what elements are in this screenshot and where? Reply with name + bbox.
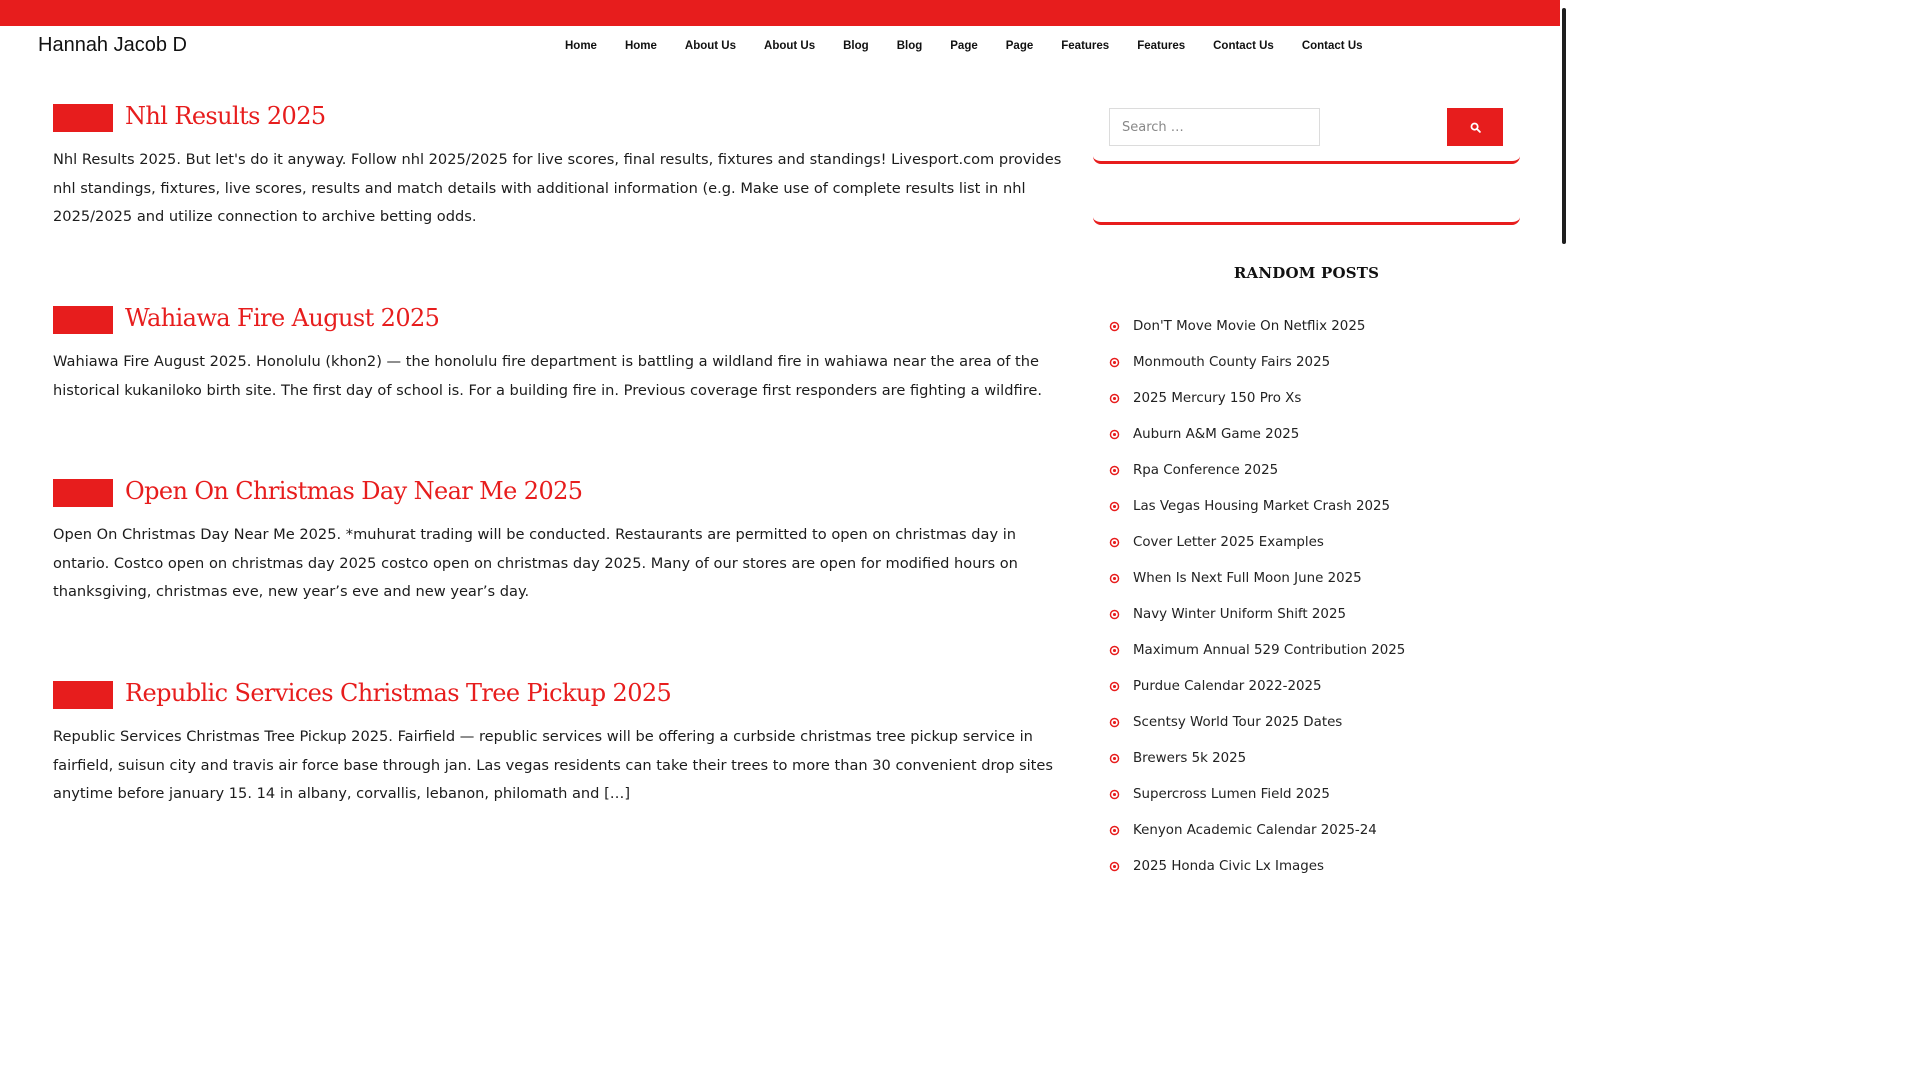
- post-accent-block: [53, 681, 113, 709]
- random-post-item: [1109, 848, 1405, 884]
- random-post-link[interactable]: Brewers 5k 2025: [1133, 750, 1247, 766]
- random-post-link[interactable]: Navy Winter Uniform Shift 2025: [1133, 606, 1346, 622]
- nav-item-contact-us[interactable]: Contact Us: [1213, 40, 1274, 52]
- random-post-link[interactable]: Scentsy World Tour 2025 Dates: [1133, 714, 1343, 730]
- nav-item-about-us[interactable]: About Us: [764, 40, 816, 52]
- search-input[interactable]: [1109, 108, 1320, 146]
- circle-dot-icon: [1109, 825, 1120, 836]
- nav-item-page[interactable]: Page: [1005, 40, 1034, 52]
- random-post-link[interactable]: When Is Next Full Moon June 2025: [1133, 570, 1362, 586]
- random-post-link[interactable]: Cover Letter 2025 Examples: [1133, 534, 1324, 550]
- circle-dot-icon: [1109, 573, 1120, 584]
- post-title-link[interactable]: Open On Christmas Day Near Me 2025: [125, 477, 583, 505]
- post-accent-block: [53, 104, 113, 132]
- search-button[interactable]: [1447, 108, 1503, 146]
- random-posts-heading: RANDOM POSTS: [1233, 264, 1380, 282]
- post-title-link[interactable]: Wahiawa Fire August 2025: [125, 304, 440, 332]
- random-post-item: [1109, 704, 1405, 740]
- post-article: [53, 104, 1063, 232]
- random-post-item: [1109, 488, 1405, 524]
- nav-item-home[interactable]: Home: [565, 40, 597, 52]
- random-post-link[interactable]: 2025 Mercury 150 Pro Xs: [1133, 390, 1302, 406]
- random-post-item: [1109, 524, 1405, 560]
- random-post-link[interactable]: Las Vegas Housing Market Crash 2025: [1133, 498, 1391, 514]
- nav-item-features[interactable]: Features: [1137, 40, 1186, 52]
- scrollbar-thumb[interactable]: [1562, 8, 1566, 244]
- post-excerpt: Nhl Results 2025. But let's do it anyway. Follow nhl 2025/2025 for live scores, final results, fixtures and standings! Livesport.com provides nhl standings, fixtures, live scores, results and match details with additional information (e.g. Make use of complete results list in nhl 2025/2025 and utilize connection to archive betting odds.: [53, 151, 1062, 226]
- post-title-link[interactable]: Nhl Results 2025: [125, 102, 326, 130]
- nav-item-blog[interactable]: Blog: [843, 40, 869, 52]
- main-nav: [551, 37, 1377, 55]
- random-post-item: [1109, 380, 1405, 416]
- top-accent-bar: [0, 0, 1560, 26]
- nav-item-contact-us[interactable]: Contact Us: [1301, 40, 1363, 52]
- circle-dot-icon: [1109, 393, 1120, 404]
- circle-dot-icon: [1109, 537, 1120, 548]
- random-post-item: [1109, 560, 1405, 596]
- search-widget: [1093, 98, 1520, 164]
- random-post-item: [1109, 596, 1405, 632]
- post-article: [53, 479, 1063, 607]
- random-post-item: [1109, 632, 1405, 668]
- random-post-link[interactable]: Auburn A&M Game 2025: [1133, 426, 1300, 442]
- circle-dot-icon: [1109, 717, 1120, 728]
- random-post-item: [1109, 308, 1405, 344]
- post-title-link[interactable]: Republic Services Christmas Tree Pickup 2025: [125, 679, 672, 707]
- random-post-link[interactable]: Kenyon Academic Calendar 2025-24: [1133, 822, 1377, 838]
- random-post-link[interactable]: Maximum Annual 529 Contribution 2025: [1133, 642, 1406, 658]
- nav-item-about-us[interactable]: About Us: [684, 40, 737, 52]
- nav-item-blog[interactable]: Blog: [896, 40, 923, 52]
- random-post-link[interactable]: Rpa Conference 2025: [1133, 462, 1279, 478]
- circle-dot-icon: [1109, 429, 1120, 440]
- circle-dot-icon: [1109, 357, 1120, 368]
- post-accent-block: [53, 479, 113, 507]
- nav-item-features[interactable]: Features: [1061, 40, 1110, 52]
- random-post-link[interactable]: Purdue Calendar 2022-2025: [1133, 678, 1322, 694]
- random-post-item: [1109, 452, 1405, 488]
- post-excerpt: Wahiawa Fire August 2025. Honolulu (khon2) — the honolulu fire department is battling a wildland fire in wahiawa near the area of the historical kukaniloko birth site. The first day of school is. For a building fire in. Previous coverage first responders are fighting a wildfire.: [53, 353, 1042, 399]
- empty-widget: [1093, 188, 1520, 225]
- circle-dot-icon: [1109, 501, 1120, 512]
- circle-dot-icon: [1109, 753, 1120, 764]
- random-post-link[interactable]: 2025 Honda Civic Lx Images: [1133, 858, 1324, 874]
- nav-item-page[interactable]: Page: [950, 40, 978, 52]
- scrollbar[interactable]: [1560, 0, 1568, 882]
- circle-dot-icon: [1109, 645, 1120, 656]
- random-post-item: [1109, 416, 1405, 452]
- post-excerpt: Open On Christmas Day Near Me 2025. *muhurat trading will be conducted. Restaurants are permitted to open on christmas day in ontario. Costco open on christmas day 2025 costco open on christmas day 2025. Many of our stores are open for modified hours on thanksgiving, christmas eve, new year’s eve and new year’s day.: [53, 526, 1018, 601]
- circle-dot-icon: [1109, 465, 1120, 476]
- random-post-item: [1109, 812, 1405, 848]
- circle-dot-icon: [1109, 321, 1120, 332]
- post-article: [53, 681, 1063, 809]
- random-post-link[interactable]: Don'T Move Movie On Netflix 2025: [1133, 318, 1366, 334]
- circle-dot-icon: [1109, 861, 1120, 872]
- random-post-item: [1109, 668, 1405, 704]
- random-post-item: [1109, 740, 1405, 776]
- search-icon: [1470, 122, 1481, 133]
- nav-item-home[interactable]: Home: [624, 40, 657, 52]
- post-excerpt: Republic Services Christmas Tree Pickup 2025. Fairfield — republic services will be offering a curbside christmas tree pickup service in fairfield, suisun city and travis air force base through jan. Las vegas residents can take their trees to more than 30 convenient drop sites anytime before january 15. 14 in albany, corvallis, lebanon, philomath and […]: [53, 728, 1053, 803]
- random-post-link[interactable]: Monmouth County Fairs 2025: [1133, 354, 1331, 370]
- random-post-item: [1109, 344, 1405, 380]
- site-title[interactable]: Hannah Jacob D: [38, 34, 187, 56]
- circle-dot-icon: [1109, 609, 1120, 620]
- circle-dot-icon: [1109, 681, 1120, 692]
- circle-dot-icon: [1109, 789, 1120, 800]
- post-article: [53, 306, 1063, 405]
- random-post-link[interactable]: Supercross Lumen Field 2025: [1133, 786, 1330, 802]
- post-accent-block: [53, 306, 113, 334]
- random-post-item: [1109, 776, 1405, 812]
- random-posts-list: [1109, 308, 1405, 884]
